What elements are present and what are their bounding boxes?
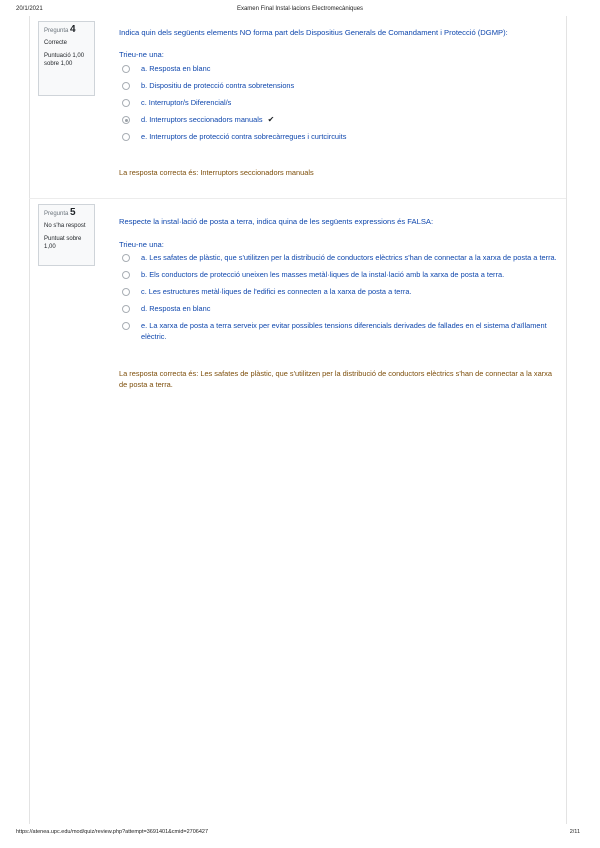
radio-button[interactable] [122, 271, 130, 279]
option-label: c. Interruptor/s Diferencial/s [141, 98, 232, 107]
answer-option-d[interactable] [119, 304, 559, 315]
answer-options [119, 253, 559, 342]
question-state: No s'ha respost [44, 223, 86, 229]
radio-button[interactable] [122, 305, 130, 313]
option-label: b. Dispositiu de protecció contra sobretensions [141, 81, 295, 90]
right-answer: La resposta correcta és: Les safates de plàstic, que s'utilitzen per la distribució de conductors elèctrics s'han de connectar a la xarxa de posta a terra. [119, 369, 552, 389]
option-label: a. Resposta en blanc [141, 64, 211, 73]
answer-option-e[interactable] [119, 321, 559, 342]
question-4-content [119, 27, 559, 178]
radio-button[interactable] [122, 99, 130, 107]
option-label: e. Interruptors de protecció contra sobrecàrregues i curtcircuits [141, 132, 347, 141]
question-number: 4 [70, 24, 76, 35]
radio-button-selected[interactable] [122, 116, 130, 124]
option-label: a. Les safates de plàstic, que s'utilitzen per la distribució de conductors elèctrics s'han de connectar a la xarxa de posta a terra. [141, 253, 557, 262]
right-answer: La resposta correcta és: Interruptors seccionadors manuals [119, 167, 314, 177]
page-border-right [566, 16, 567, 824]
print-url: https://atenea.upc.edu/mod/quiz/review.php?attempt=3691401&cmid=2706427 [16, 829, 209, 835]
answer-option-e[interactable] [119, 132, 559, 143]
option-label: d. Interruptors seccionadors manuals [141, 115, 263, 124]
question-4-info [38, 21, 95, 96]
answer-option-b[interactable] [119, 270, 559, 281]
question-number-line [44, 25, 90, 36]
answer-option-c[interactable] [119, 287, 559, 298]
option-label: b. Els conductors de protecció uneixen les masses metàl·liques de la instal·lació amb la xarxa de posta a terra. [141, 270, 505, 279]
question-label: Pregunta [44, 211, 69, 217]
question-state: Correcte [44, 40, 68, 46]
radio-button[interactable] [122, 82, 130, 90]
print-date: 20/1/2021 [16, 6, 43, 12]
check-icon: ✔ [267, 115, 275, 124]
question-text: Respecte la instal·lació de posta a terra, indica quina de les següents expressions és FALSA: [119, 217, 434, 226]
question-label: Pregunta [44, 28, 69, 34]
radio-button[interactable] [122, 133, 130, 141]
question-separator [29, 198, 566, 199]
page-border-left [29, 16, 30, 824]
option-label: d. Resposta en blanc [141, 304, 211, 313]
question-text: Indica quin dels següents elements NO forma part dels Dispositius Generals de Comandament i Protecció (DGMP): [119, 28, 508, 37]
option-label: c. Les estructures metàl·liques de l'edifici es connecten a la xarxa de posta a terra. [141, 287, 412, 296]
answer-option-a[interactable] [119, 64, 559, 75]
question-5-info [38, 204, 95, 266]
answer-prompt: Trieu-ne una: [119, 240, 164, 249]
radio-button[interactable] [122, 288, 130, 296]
radio-button[interactable] [122, 322, 130, 330]
print-title: Examen Final Instal·lacions Electromecàniques [236, 6, 364, 12]
answer-option-a[interactable] [119, 253, 559, 264]
answer-option-d[interactable] [119, 115, 559, 126]
question-number-line [44, 208, 90, 219]
option-label: e. La xarxa de posta a terra serveix per evitar possibles tensions diferencials derivades de fallades en el sistema d'aïllament elèctric. [141, 321, 547, 341]
radio-button[interactable] [122, 65, 130, 73]
question-grade: Puntuat sobre 1,00 [44, 236, 82, 250]
question-number: 5 [70, 207, 76, 218]
answer-option-b[interactable] [119, 81, 559, 92]
radio-button[interactable] [122, 254, 130, 262]
print-page-number: 2/11 [569, 829, 580, 835]
question-5-content [119, 216, 559, 390]
question-grade: Puntuació 1,00 sobre 1,00 [44, 53, 85, 67]
answer-option-c[interactable] [119, 98, 559, 109]
answer-options [119, 64, 559, 143]
answer-prompt: Trieu-ne una: [119, 50, 164, 59]
